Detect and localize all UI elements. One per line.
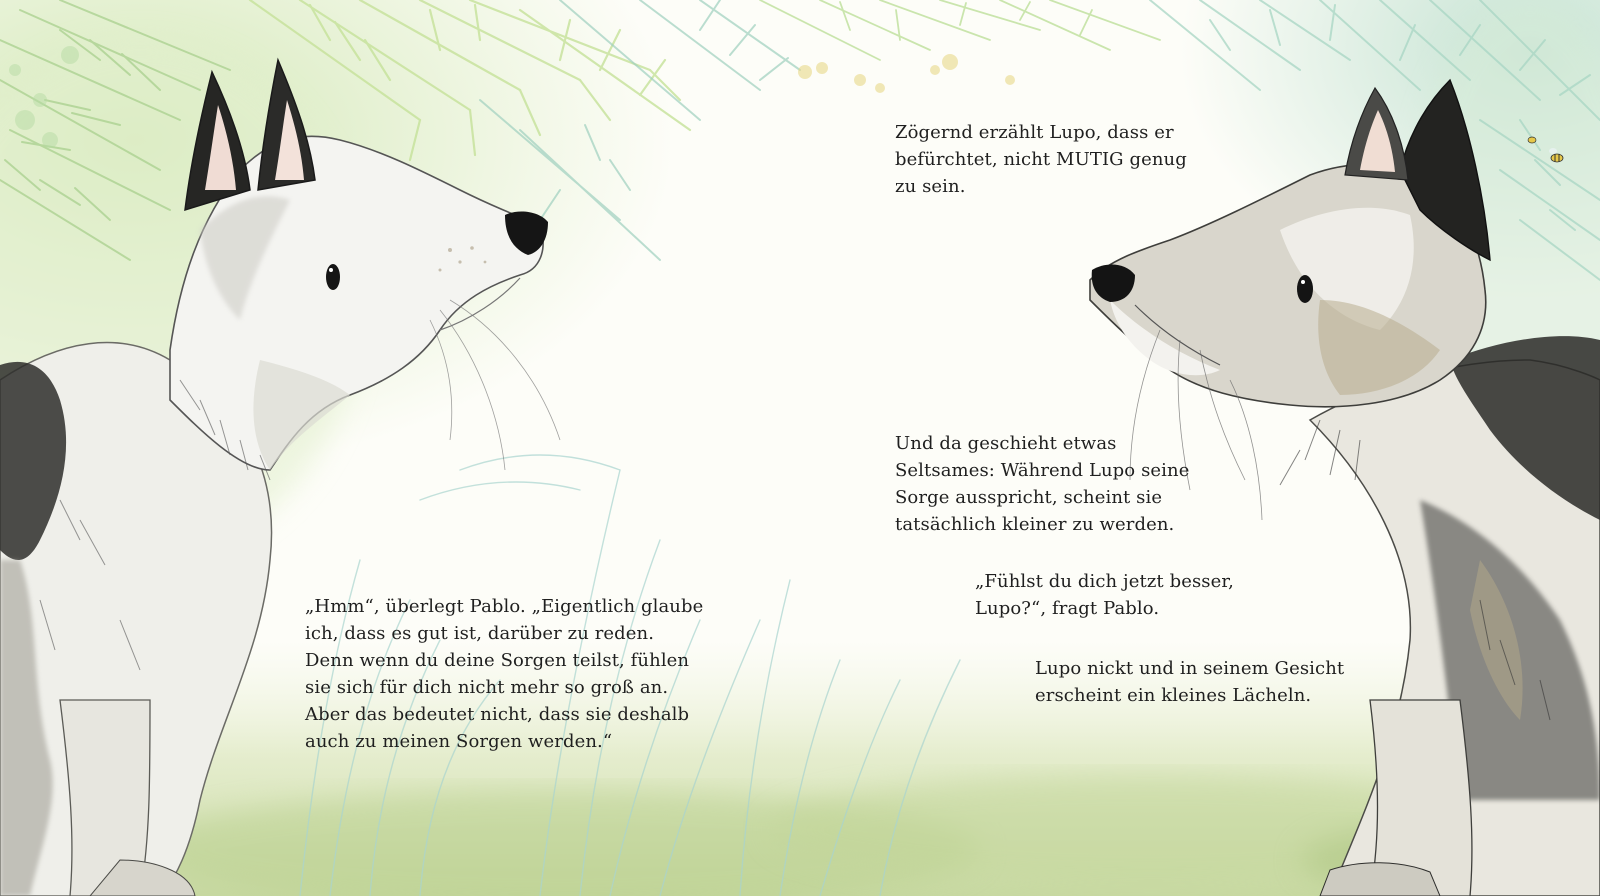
story-paragraph-pablo-asks: „Fühlst du dich jetzt besser, Lupo?“, fragt Pablo. (975, 571, 1234, 619)
story-paragraph-lupo-smiles: Lupo nickt und in seinem Gesicht erscheint ein kleines Lächeln. (1035, 658, 1345, 706)
story-paragraph-something-strange: Und da geschieht etwas Seltsames: Während Lupo seine Sorge ausspricht, scheint sie tatsächlich kleiner zu werden. (895, 433, 1190, 535)
story-paragraph-lupo-fears: Zögernd erzählt Lupo, dass er befürchtet, nicht MUTIG genug zu sein. (895, 122, 1187, 197)
story-paragraph-pablo-reflects: „Hmm“, überlegt Pablo. „Eigentlich glaube ich, dass es gut ist, darüber zu reden. Denn wenn du deine Sorgen teilst, fühlen sie sich für dich nicht mehr so groß an. Aber das bedeutet nicht, dass sie deshalb auch zu meinen Sorgen werden.“ (305, 596, 704, 752)
